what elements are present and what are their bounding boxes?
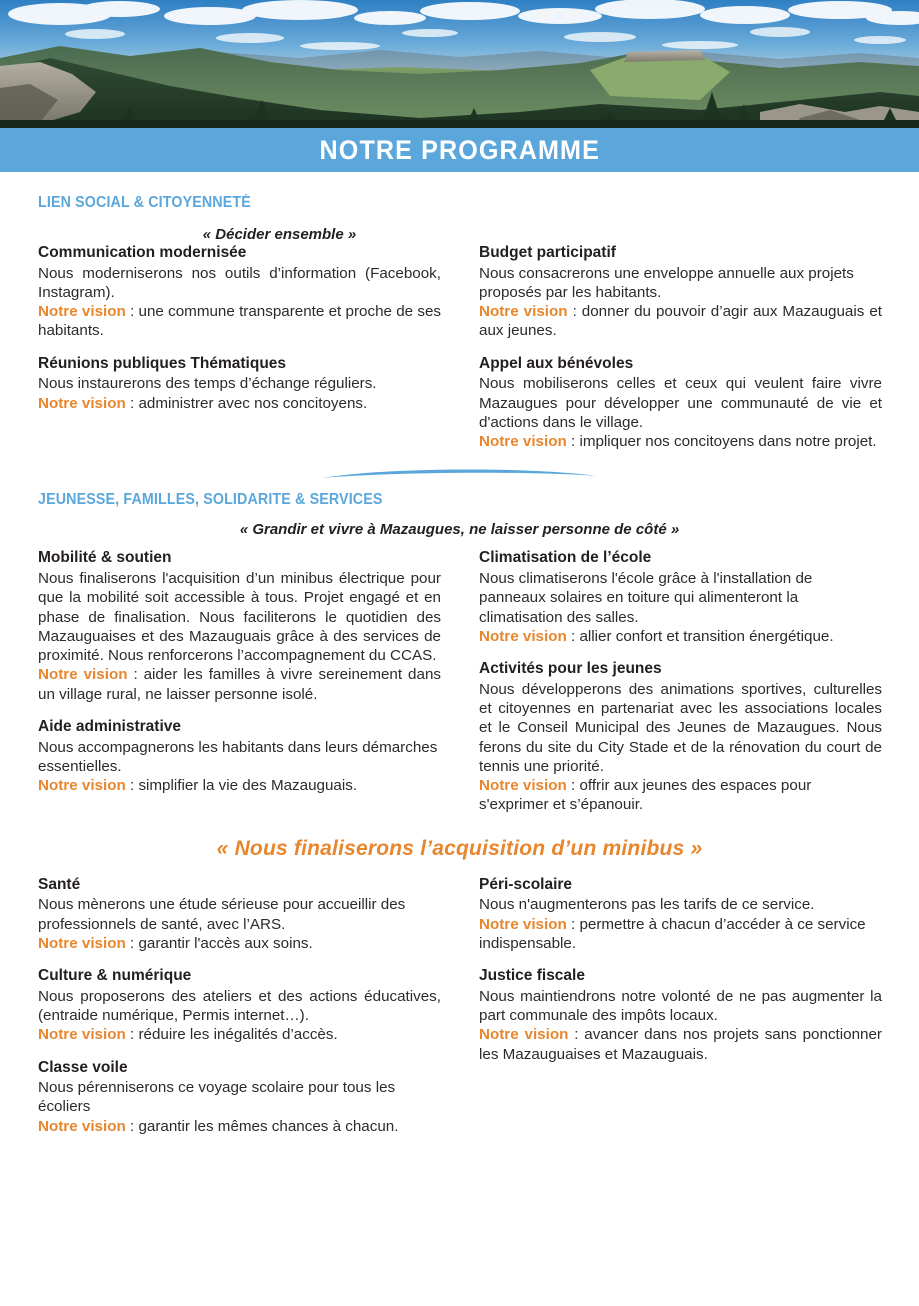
item-body: Nous climatiserons l'école grâce à l'installation de panneaux solaires en toiture qui alimenteront la climatisation des salles. xyxy=(479,569,813,626)
item-title: Appel aux bénévoles xyxy=(479,354,634,372)
item-body: Nous pérenniserons ce voyage scolaire pour tous les écoliers xyxy=(38,1079,396,1116)
item-vision xyxy=(479,915,882,954)
item-body: Nous développerons des animations sportives, culturelles et citoyennes en partenariat avec les associations locales et le Conseil Municipal des Jeunes de Mazaugues. Nous ferons du site du City Stade et de la rénovation du court de tennis une priorité. xyxy=(479,680,882,775)
item-title: Culture & numérique xyxy=(38,967,192,985)
section-3-left-column xyxy=(38,875,441,1136)
item-body: Nous instaurerons des temps d’échange réguliers. xyxy=(38,375,377,393)
item-title: Activités pour les jeunes xyxy=(479,660,662,678)
item-vision xyxy=(479,302,882,341)
program-item xyxy=(38,243,441,341)
vision-label: Notre vision xyxy=(38,1026,126,1044)
section-1-right-column xyxy=(479,243,882,451)
vision-label: Notre vision xyxy=(479,303,568,321)
program-item xyxy=(38,354,441,413)
vision-label: Notre vision xyxy=(38,934,126,952)
section-motto-1: « Décider ensemble » xyxy=(202,226,357,243)
item-vision xyxy=(479,776,882,815)
highlight-quote: « Nous finaliserons l’acquisition d’un minibus » xyxy=(216,836,703,860)
item-title: Aide administrative xyxy=(38,718,181,735)
item-body: Nous proposerons des ateliers et des actions éducatives, (entraide numérique, Permis internet…). xyxy=(38,987,441,1024)
item-vision xyxy=(38,302,441,341)
program-item xyxy=(479,243,882,341)
swoosh-divider-icon xyxy=(320,467,600,481)
program-item xyxy=(479,548,882,646)
item-vision xyxy=(38,394,441,413)
vision-label: Notre vision xyxy=(479,777,567,795)
hero-panorama-image xyxy=(0,0,919,128)
vision-text: : réduire les inégalités d’accès. xyxy=(125,1026,338,1044)
vision-text: : simplifier la vie des Mazauguais. xyxy=(125,777,358,795)
item-title: Justice fiscale xyxy=(479,967,585,985)
section-motto-2: « Grandir et vivre à Mazaugues, ne laisser personne de côté » xyxy=(239,521,680,539)
item-title: Santé xyxy=(38,875,81,893)
vision-text: : garantir l'accès aux soins. xyxy=(125,934,313,952)
program-item xyxy=(38,717,441,795)
section-3-right-column xyxy=(479,875,882,1136)
item-title: Communication modernisée xyxy=(38,244,247,261)
section-2-left-column xyxy=(38,548,441,814)
vision-label: Notre vision xyxy=(38,303,126,321)
item-title: Réunions publiques Thématiques xyxy=(38,354,287,372)
section-1-columns xyxy=(38,243,881,451)
item-vision xyxy=(38,934,441,953)
vision-label: Notre vision xyxy=(479,433,567,451)
program-item xyxy=(38,966,441,1044)
program-item xyxy=(479,966,882,1064)
program-item xyxy=(479,875,882,953)
vision-label: Notre vision xyxy=(479,915,567,933)
vision-label: Notre vision xyxy=(38,666,128,684)
vision-text: : permettre à chacun d’accéder à ce service indispensable. xyxy=(479,915,866,952)
section-3-columns xyxy=(38,875,881,1136)
program-item xyxy=(38,548,441,704)
program-item xyxy=(479,354,882,452)
vision-label: Notre vision xyxy=(38,1117,126,1135)
page-title: NOTRE PROGRAMME xyxy=(319,134,600,165)
item-vision xyxy=(479,432,882,451)
item-vision xyxy=(479,627,882,646)
vision-label: Notre vision xyxy=(38,394,126,412)
vision-text: : administrer avec nos concitoyens. xyxy=(125,394,368,412)
item-vision xyxy=(38,1025,441,1044)
section-2-columns xyxy=(38,548,881,814)
vision-text: : offrir aux jeunes des espaces pour s'exprimer et s’épanouir. xyxy=(479,777,812,814)
item-vision xyxy=(38,665,441,704)
section-divider xyxy=(38,467,881,481)
program-item xyxy=(479,659,882,815)
vision-label: Notre vision xyxy=(38,777,126,795)
section-1-left-column xyxy=(38,243,441,451)
item-title: Budget participatif xyxy=(479,244,616,261)
program-item xyxy=(38,1058,441,1136)
item-title: Mobilité & soutien xyxy=(38,549,172,567)
panorama-landscape-graphic xyxy=(0,0,919,128)
vision-text: : garantir les mêmes chances à chacun. xyxy=(125,1117,399,1135)
item-body: Nous n'augmenterons pas les tarifs de ce service. xyxy=(479,896,815,914)
item-vision xyxy=(479,1025,882,1064)
item-title: Péri-scolaire xyxy=(479,875,573,893)
item-body: Nous consacrerons une enveloppe annuelle aux projets proposés par les habitants. xyxy=(479,264,854,301)
vision-text: : allier confort et transition énergétique. xyxy=(566,627,834,645)
vision-text: : avancer dans nos projets sans ponctionner les Mazauguaises et Mazauguais. xyxy=(479,1026,882,1063)
item-body: Nous finaliserons l'acquisition d’un minibus électrique pour que la mobilité soit accessible à tous. Projet engagé et en phase de finalisation. Nous faciliterons le quotidien des Mazauguaises et des Mazauguais grâce à des services de proximité. Nous renforcerons l’accompagnement du CCAS. xyxy=(38,569,441,665)
vision-label: Notre vision xyxy=(479,627,567,645)
vision-text: : donner du pouvoir d’agir aux Mazauguais et aux jeunes. xyxy=(479,303,882,340)
item-body: Nous maintiendrons notre volonté de ne pas augmenter la part communale des impôts locaux. xyxy=(479,987,882,1024)
item-title: Climatisation de l’école xyxy=(479,549,652,567)
section-heading-jeunesse: JEUNESSE, FAMILLES, SOLIDARITE & SERVICES xyxy=(38,491,383,509)
vision-text: : une commune transparente et proche de ses habitants. xyxy=(38,303,441,340)
item-body: Nous moderniserons nos outils d’information (Facebook, Instagram). xyxy=(38,264,441,301)
page-content xyxy=(0,194,919,1136)
vision-label: Notre vision xyxy=(479,1026,569,1044)
item-vision xyxy=(38,776,441,795)
program-item xyxy=(38,875,441,953)
item-body: Nous accompagnerons les habitants dans leurs démarches essentielles. xyxy=(38,738,438,775)
section-2-right-column xyxy=(479,548,882,814)
item-vision xyxy=(38,1117,441,1136)
vision-text: : aider les familles à vivre sereinement dans un village rural, ne laisser personne isolé. xyxy=(38,666,441,703)
vision-text: : impliquer nos concitoyens dans notre projet. xyxy=(566,433,877,451)
section-heading-lien-social: LIEN SOCIAL & CITOYENNETÉ xyxy=(38,194,251,211)
item-title: Classe voile xyxy=(38,1058,128,1076)
item-body: Nous mobiliserons celles et ceux qui veulent faire vivre Mazaugues pour développer une communauté de vie et d'actions dans le village. xyxy=(479,375,882,431)
program-banner xyxy=(0,128,919,172)
item-body: Nous mènerons une étude sérieuse pour accueillir des professionnels de santé, avec l’ARS. xyxy=(38,896,406,933)
